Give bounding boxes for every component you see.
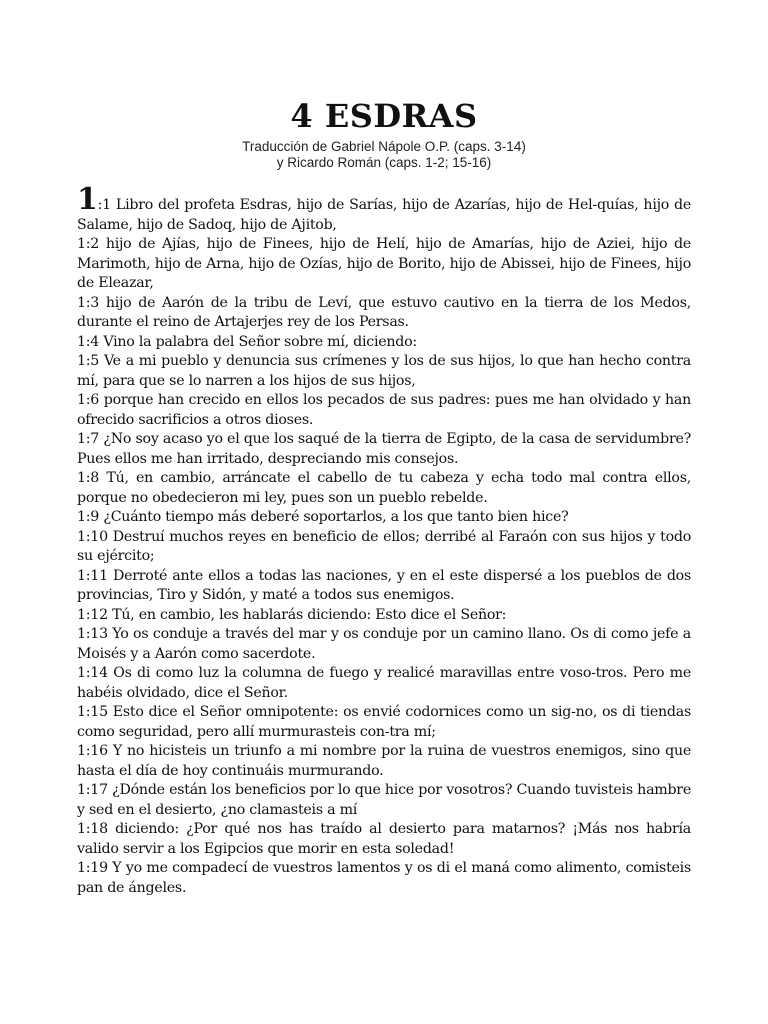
verse-1-1 (77, 182, 691, 235)
verse: 1:18 diciendo: ¿Por qué nos has traído al desierto para matarnos? ¡Más nos habría valido servir a los Egipcios que morir en esta soledad! (77, 821, 691, 857)
verse: 1:7 ¿No soy acaso yo el que los saqué de la tierra de Egipto, de la casa de servidumbre? Pues ellos me han irritado, despreciando mis consejos. (77, 431, 691, 467)
page-title: 4 ESDRAS (290, 97, 478, 135)
verse-text: :1 Libro del profeta Esdras, hijo de Sarías, hijo de Azarías, hijo de Hel-quías, hijo de Salame, hijo de Sadoq, hijo de Ajitob, (77, 197, 691, 233)
verse: 1:2 hijo de Ajías, hijo de Finees, hijo de Helí, hijo de Amarías, hijo de Aziei, hijo de Marimoth, hijo de Arna, hijo de Ozías, hijo de Borito, hijo de Abissei, hijo de Finees, hijo de Eleazar, (77, 236, 691, 291)
verse: 1:19 Y yo me compadecí de vuestros lamentos y os di el maná como alimento, comisteis pan de ángeles. (77, 860, 691, 896)
chapter-number: 1 (77, 182, 98, 217)
verse: 1:11 Derroté ante ellos a todas las naciones, y en el este dispersé a los pueblos de dos provincias, Tiro y Sidón, y maté a todos sus enemigos. (77, 567, 691, 603)
verse: 1:10 Destruí muchos reyes en beneficio de ellos; derribé al Faraón con sus hijos y todo su ejército; (77, 528, 691, 564)
verse: 1:17 ¿Dónde están los beneficios por lo que hice por vosotros? Cuando tuvisteis hambre y sed en el desierto, ¿no clamasteis a mí (77, 782, 691, 818)
verse: 1:16 Y no hicisteis un triunfo a mi nombre por la ruina de vuestros enemigos, sino que hasta el día de hoy continuáis murmurando. (77, 743, 691, 779)
verse: 1:12 Tú, en cambio, les hablarás diciendo: Esto dice el Señor: (77, 606, 507, 623)
verse: 1:6 porque han crecido en ellos los pecados de sus padres: pues me han olvidado y han ofrecido sacrificios a otros dioses. (77, 392, 691, 428)
chapter-body (77, 182, 691, 898)
subtitle-line-1: Traducción de Gabriel Nápole O.P. (caps. 3-14) (242, 139, 526, 154)
verse: 1:8 Tú, en cambio, arráncate el cabello de tu cabeza y echa todo mal contra ellos, porque no obedecieron mi ley, pues son un pueblo rebelde. (77, 470, 691, 506)
verse: 1:4 Vino la palabra del Señor sobre mí, diciendo: (77, 333, 417, 350)
verse: 1:3 hijo de Aarón de la tribu de Leví, que estuvo cautivo en la tierra de los Medos, durante el reino de Artajerjes rey de los Persas. (77, 294, 691, 330)
verse: 1:13 Yo os conduje a través del mar y os conduje por un camino llano. Os di como jefe a Moisés y a Aarón como sacerdote. (77, 626, 691, 662)
verse: 1:15 Esto dice el Señor omnipotente: os envié codornices como un sig-no, os di tiendas como seguridad, pero allí murmurasteis con-tra mí; (77, 704, 691, 740)
subtitle-line-2: y Ricardo Román (caps. 1-2; 15-16) (276, 155, 492, 170)
verse: 1:14 Os di como luz la columna de fuego y realicé maravillas entre voso-tros. Pero me habéis olvidado, dice el Señor. (77, 665, 691, 701)
verse: 1:5 Ve a mi pueblo y denuncia sus crímenes y los de sus hijos, lo que han hecho contra mí, para que se lo narren a los hijos de sus hijos, (77, 353, 691, 389)
verse: 1:9 ¿Cuánto tiempo más deberé soportarlos, a los que tanto bien hice? (77, 509, 569, 525)
